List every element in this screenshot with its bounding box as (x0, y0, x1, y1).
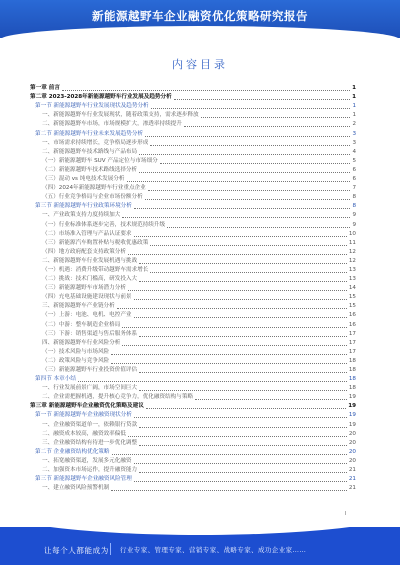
toc-entry-title: 三、企业融资结构有待进一步优化调整 (42, 439, 138, 446)
toc-entry-page: 12 (348, 248, 356, 255)
toc-leader-dots (139, 336, 347, 337)
toc-entry-page: 1 (352, 112, 356, 119)
toc-entry-page: 17 (348, 330, 356, 337)
toc-entry-title: 二、新能源越野车市场，市场规模扩大，渗透率持续提升 (42, 121, 182, 128)
toc-entry-page: 10 (348, 230, 356, 237)
toc-entry-page: 18 (348, 385, 356, 392)
toc-entry[interactable] (30, 257, 356, 266)
toc-entry-title: 二、融资成本较高，融资效率偏低 (42, 430, 126, 437)
toc-leader-dots (134, 208, 351, 209)
page-number: I (345, 511, 347, 517)
toc-leader-dots (145, 199, 351, 200)
toc-entry[interactable] (30, 466, 356, 475)
toc-entry-page: 16 (348, 312, 356, 319)
toc-leader-dots (111, 490, 347, 491)
toc-entry[interactable] (30, 129, 356, 138)
toc-entry[interactable] (30, 357, 356, 366)
toc-entry-title: （二）市场准入管理与产品认证要求 (42, 230, 132, 237)
toc-entry-page: 8 (352, 203, 356, 210)
toc-entry[interactable] (30, 211, 356, 220)
toc-entry[interactable] (30, 220, 356, 229)
toc-entry-title: 一、市场需求持续增长，竞争格局逐步形成 (42, 139, 149, 146)
toc-entry[interactable] (30, 384, 356, 393)
toc-heading: 内容目录 (172, 58, 228, 71)
toc-entry-page: 6 (352, 176, 356, 183)
toc-entry[interactable] (30, 330, 356, 339)
footer-tagline: 行业专家、管理专家、营销专家、战略专家、成功企业家…… (120, 546, 307, 554)
toc-leader-dots (184, 126, 351, 127)
toc-leader-dots (112, 454, 347, 455)
toc-leader-dots (139, 472, 347, 473)
toc-entry-title: （四）2024年新能源越野车行业重点企业 (42, 185, 146, 192)
toc-leader-dots (134, 481, 347, 482)
toc-leader-dots (128, 290, 347, 291)
toc-leader-dots (111, 354, 347, 355)
toc-entry[interactable] (30, 284, 356, 293)
toc-entry[interactable] (30, 230, 356, 239)
toc-entry-page: 18 (348, 376, 356, 383)
toc-leader-dots (139, 281, 347, 282)
toc-entry-title: 四、新能源越野车行业风险分析 (42, 339, 121, 346)
toc-entry-page: 21 (348, 476, 356, 483)
toc-entry-title: （一）上游：电池、电机、电控产业 (42, 312, 132, 319)
toc-entry-page: 2 (352, 121, 356, 128)
toc-entry-page: 6 (352, 166, 356, 173)
toc-entry-title: 第二章 2023-2028年新能源越野车行业发展及趋势分析 (30, 94, 172, 101)
table-of-contents (30, 84, 356, 493)
toc-entry-page: 21 (348, 485, 356, 492)
toc-leader-dots (139, 372, 347, 373)
toc-entry[interactable] (30, 302, 356, 311)
toc-entry-title: （二）新能源越野车技术路线选择分析 (42, 166, 138, 173)
toc-leader-dots (146, 408, 346, 409)
toc-entry-page: 18 (348, 367, 356, 373)
toc-entry-page: 1 (352, 85, 356, 92)
toc-entry[interactable] (30, 448, 356, 457)
toc-entry-page: 15 (348, 303, 356, 310)
header-swoosh (0, 26, 400, 38)
toc-entry-page: 3 (352, 139, 356, 146)
toc-entry[interactable] (30, 157, 356, 166)
toc-entry[interactable] (30, 93, 356, 102)
toc-entry-title: 二、新能源越野车技术路线与产品布局 (42, 148, 138, 155)
toc-entry-title: 一、行业发展前景广阔，市场空间巨大 (42, 385, 138, 392)
header-banner (0, 0, 400, 38)
toc-leader-dots (122, 345, 347, 346)
toc-leader-dots (134, 463, 347, 464)
toc-entry-title: 二、加强资本市场运作，提升融资能力 (42, 467, 138, 474)
toc-entry-title: 第二节 企业融资结构优化策略 (35, 448, 110, 455)
toc-entry[interactable] (30, 84, 356, 93)
toc-leader-dots (139, 390, 347, 391)
toc-entry[interactable] (30, 411, 356, 420)
toc-entry-title: 第三节 新能源越野车企业融资风险管理 (35, 476, 132, 483)
toc-entry-title: 一、拓宽融资渠道，发展多元化融资 (42, 457, 132, 464)
toc-entry-page: 13 (348, 276, 356, 283)
toc-leader-dots (150, 145, 350, 146)
toc-entry-title: （五）行业竞争格局与企业市场份额分析 (42, 194, 143, 201)
toc-entry-title: 一、产业政策支持力度持续加大 (42, 212, 121, 219)
toc-leader-dots (127, 181, 351, 182)
toc-entry[interactable] (30, 102, 356, 111)
toc-entry-page: 19 (348, 412, 356, 419)
toc-entry-title: （一）新能源越野车 SUV 产品定位与市场细分 (42, 157, 158, 164)
toc-leader-dots (151, 108, 351, 109)
toc-entry-title: 第三章 新能源越野车企业融资优化策略及建议 (30, 403, 144, 410)
toc-leader-dots (78, 381, 347, 382)
toc-entry-title: （一）机遇：消费升级带动越野车需求增长 (42, 266, 149, 273)
toc-entry-page: 17 (348, 348, 356, 355)
toc-entry[interactable] (30, 339, 356, 348)
toc-entry-title: （四）地方政府配套支持政策分析 (42, 248, 126, 255)
toc-entry-title: 第一节 新能源越野车行业发展现状及趋势分析 (35, 103, 149, 110)
toc-entry[interactable] (30, 320, 356, 329)
toc-leader-dots (62, 90, 350, 91)
toc-entry-title: （一）行业标准体系逐步完善，技术规范持续升级 (42, 221, 166, 228)
toc-entry[interactable] (30, 430, 356, 439)
toc-entry-title: （二）挑战：技术门槛高，研发投入大 (42, 276, 138, 283)
toc-leader-dots (128, 436, 347, 437)
toc-entry[interactable] (30, 402, 356, 411)
toc-entry-page: 5 (352, 157, 356, 164)
toc-entry-title: 三、新能源越野车产业链分析 (42, 303, 115, 310)
toc-entry-page: 7 (352, 185, 356, 192)
toc-leader-dots (139, 427, 347, 428)
toc-entry-title: 第二节 新能源越野车行业未来发展趋势分析 (35, 130, 144, 137)
toc-leader-dots (134, 299, 347, 300)
toc-entry[interactable] (30, 311, 356, 320)
toc-entry[interactable] (30, 439, 356, 448)
toc-entry-page: 15 (348, 294, 356, 301)
toc-leader-dots (139, 154, 350, 155)
toc-entry-page: 16 (348, 321, 356, 328)
toc-entry-title: （三）混动 vs 纯电技术发展分析 (42, 176, 125, 183)
toc-entry-page: 1 (352, 103, 356, 110)
toc-leader-dots (139, 445, 347, 446)
toc-entry-page: 20 (348, 457, 356, 464)
footer-curve (0, 527, 400, 535)
toc-entry[interactable] (30, 293, 356, 302)
report-title: 新能源越野车企业融资优化策略研究报告 (92, 9, 308, 23)
toc-entry-title: 第四节 本章小结 (35, 376, 76, 383)
toc-leader-dots (150, 245, 347, 246)
toc-entry-page: 20 (348, 430, 356, 437)
toc-leader-dots (145, 136, 350, 137)
toc-entry[interactable] (30, 457, 356, 466)
toc-entry[interactable] (30, 193, 356, 202)
toc-entry[interactable] (30, 184, 356, 193)
toc-entry-title: 第三节 新能源越野车行业政策环境分析 (35, 203, 132, 210)
toc-entry-title: （一）技术风险与市场风险 (42, 348, 110, 355)
toc-entry-page: 20 (348, 448, 356, 455)
toc-entry[interactable] (30, 275, 356, 284)
toc-entry-page: 12 (348, 257, 356, 264)
toc-entry-page: 9 (352, 221, 356, 228)
toc-entry[interactable] (30, 175, 356, 184)
toc-leader-dots (139, 172, 350, 173)
toc-entry-page: 21 (348, 467, 356, 474)
toc-entry[interactable] (30, 266, 356, 275)
toc-entry[interactable] (30, 120, 356, 129)
toc-entry-title: （三）下游：销售渠道与售后服务体系 (42, 330, 138, 337)
toc-entry-page: 3 (352, 130, 356, 137)
toc-entry-page: 14 (348, 285, 356, 292)
toc-entry-title: （二）政策风险与竞争风险 (42, 357, 110, 364)
toc-entry-page: 17 (348, 339, 356, 346)
footer-divider (110, 543, 111, 555)
toc-leader-dots (139, 263, 347, 264)
toc-entry[interactable] (30, 239, 356, 248)
toc-entry-page: 8 (352, 194, 356, 201)
toc-entry[interactable] (30, 202, 356, 211)
toc-leader-dots (160, 163, 351, 164)
toc-leader-dots (128, 254, 347, 255)
toc-entry[interactable] (30, 148, 356, 157)
toc-entry-page: 11 (348, 239, 356, 246)
toc-entry-page: 9 (352, 212, 356, 219)
toc-entry[interactable] (30, 484, 356, 493)
toc-entry-page: 19 (348, 394, 356, 401)
toc-entry-page: 18 (348, 357, 356, 364)
toc-entry-title: 二、新能源越野车行业发展机遇与挑战 (42, 257, 138, 264)
toc-entry[interactable] (30, 375, 356, 384)
toc-entry-title: （四）充电基础设施建设现状与前景 (42, 294, 132, 301)
toc-entry[interactable] (30, 393, 356, 402)
toc-leader-dots (122, 217, 350, 218)
toc-leader-dots (111, 363, 347, 364)
toc-entry[interactable] (30, 166, 356, 175)
toc-entry[interactable] (30, 366, 356, 375)
toc-entry[interactable] (30, 248, 356, 257)
toc-leader-dots (134, 417, 347, 418)
footer-slogan: 让每个人都能成为 (44, 546, 109, 555)
toc-leader-dots (174, 99, 350, 100)
toc-entry-page: 20 (348, 439, 356, 446)
footer-banner (0, 527, 400, 565)
toc-entry-page: 4 (352, 148, 356, 155)
toc-entry-title: （二）中游：整车制造企业格局 (42, 321, 121, 328)
toc-entry-page: 13 (348, 266, 356, 273)
toc-leader-dots (148, 190, 351, 191)
toc-leader-dots (167, 227, 350, 228)
toc-entry-title: 二、企业需把握机遇，提升核心竞争力，优化融资结构与策略 (42, 394, 194, 401)
toc-leader-dots (201, 117, 351, 118)
toc-leader-dots (134, 236, 347, 237)
toc-leader-dots (134, 317, 347, 318)
toc-entry[interactable] (30, 139, 356, 148)
toc-entry-title: （三）新能源越野车行业投资价值评估 (42, 367, 138, 373)
toc-entry-title: 一、建立融资风险预警机制 (42, 485, 110, 492)
toc-entry-title: （三）新能源越野车市场潜力分析 (42, 285, 126, 292)
toc-entry-title: 第一节 新能源越野车企业融资现状分析 (35, 412, 132, 419)
toc-leader-dots (122, 327, 347, 328)
toc-entry-title: 一、新能源越野车行业发展现状，随着政策支持，需求逐步释放 (42, 112, 199, 119)
toc-leader-dots (150, 272, 347, 273)
toc-entry-page: 1 (352, 94, 356, 101)
toc-entry-page: 19 (348, 421, 356, 428)
toc-entry-title: 一、企业融资渠道单一，依赖银行贷款 (42, 421, 138, 428)
toc-entry[interactable] (30, 111, 356, 120)
toc-entry-title: （三）新能源汽车购置补贴与税收优惠政策 (42, 239, 149, 246)
toc-leader-dots (117, 308, 347, 309)
toc-entry[interactable] (30, 348, 356, 357)
toc-leader-dots (195, 399, 347, 400)
toc-entry-title: 第一章 前言 (30, 85, 60, 92)
toc-entry-page: 19 (348, 403, 356, 410)
toc-entry[interactable] (30, 475, 356, 484)
toc-entry[interactable] (30, 420, 356, 429)
